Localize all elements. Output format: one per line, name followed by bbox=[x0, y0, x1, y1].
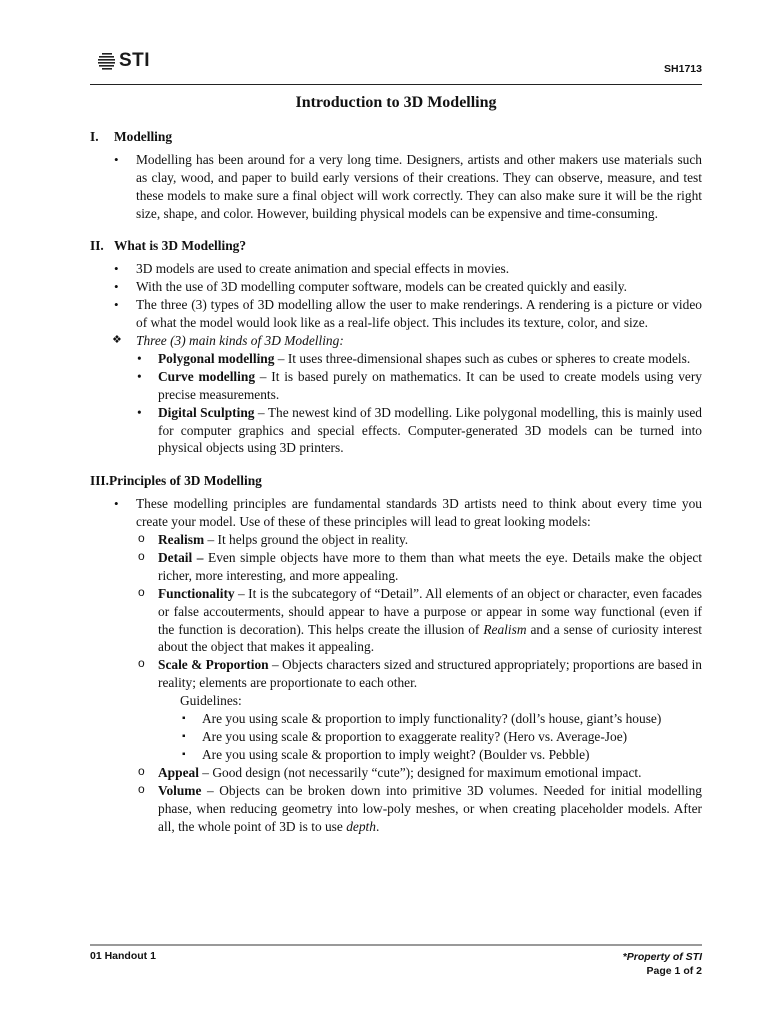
description: – It uses three-dimensional shapes such as cubes or spheres to create models. bbox=[274, 350, 691, 366]
list-item: • Modelling has been around for a very long time. Designers, artists and other makers use materials such as clay, wood, and paper to build early versions of their creations. They can observe, measure, and test these models to make sure a final object will work correctly. They can also make sure it will be the right size, shape, and color. However, building physical models can be expensive and time-consuming. bbox=[90, 151, 702, 223]
bullet-list bbox=[90, 495, 702, 835]
term: Digital Sculpting bbox=[158, 404, 255, 420]
section-number: I. bbox=[90, 128, 99, 144]
list-item bbox=[90, 404, 702, 458]
guidelines-list bbox=[158, 710, 702, 764]
term: Volume bbox=[158, 782, 202, 798]
term: Detail – bbox=[158, 549, 204, 565]
footer-right bbox=[623, 950, 702, 978]
list-item: ▪ Are you using scale & proportion to imply functionality? (doll’s house, giant’s house) bbox=[158, 710, 702, 728]
list-item bbox=[136, 764, 702, 782]
sti-logo bbox=[96, 50, 150, 72]
list-item: • With the use of 3D modelling computer software, models can be created quickly and easily. bbox=[90, 278, 702, 296]
list-item bbox=[136, 549, 702, 585]
kinds-label: Three (3) main kinds of 3D Modelling bbox=[136, 332, 340, 348]
description: – It helps ground the object in reality. bbox=[204, 532, 409, 548]
description: Even simple objects have more to them than what meets the eye. Details make the object richer, more interesting, and more appealing. bbox=[158, 549, 702, 583]
document-code: SH1713 bbox=[664, 63, 702, 75]
footer-property: *Property of STI bbox=[622, 951, 702, 963]
bullet-list bbox=[90, 151, 702, 223]
principles-intro: These modelling principles are fundamental standards 3D artists need to think about every time you create your model. Use of these of these principles will lead to great looking models: bbox=[136, 496, 702, 530]
description: – The newest kind of 3D modelling. Like polygonal modelling, this is mainly used for computer graphics and special effects. Computer-generated 3D models can be turned into physical objects using 3D printers. bbox=[158, 404, 702, 456]
section-title: What is 3D Modelling? bbox=[114, 238, 247, 254]
list-item: • The three (3) types of 3D modelling allow the user to make renderings. A rendering is a picture or video of what the model would look like as a real-life object. This includes its texture, color, and size. bbox=[90, 296, 702, 332]
list-item: • 3D models are used to create animation and special effects in movies. bbox=[90, 260, 702, 278]
bullet-list bbox=[90, 260, 702, 332]
emphasis: depth bbox=[346, 818, 376, 834]
list-item bbox=[90, 495, 702, 835]
description: – Good design (not necessarily “cute”); designed for maximum emotional impact. bbox=[198, 764, 642, 780]
guidelines-label: Guidelines: bbox=[180, 693, 242, 709]
kinds-list bbox=[90, 350, 702, 457]
description: – Objects can be broken down into primitive 3D volumes. Needed for initial modelling phase, when reducing geometry into low-poly meshes, or when creating placeholder models. After all, the whole point of 3D is to use bbox=[158, 782, 702, 834]
logo-text: STI bbox=[119, 50, 151, 71]
section-heading-modelling bbox=[90, 128, 702, 146]
description: – It is based purely on mathematics. It can be used to create models using very precise measurements. bbox=[158, 368, 702, 402]
term: Realism bbox=[158, 532, 205, 548]
description: – It is the subcategory of “Detail”. All elements of an object or character, even facades or false accouterments, should appear to have a purpose or appear in some way functional (even if the function is decoration). This helps create the illusion of bbox=[158, 585, 702, 637]
term: Scale & Proportion bbox=[158, 657, 269, 673]
section-number: II. bbox=[90, 238, 104, 254]
term: Curve modelling bbox=[158, 368, 256, 384]
globe-icon bbox=[96, 51, 118, 71]
section-heading-what-is-3d-modelling bbox=[90, 237, 702, 255]
list-item bbox=[136, 656, 702, 763]
emphasis: Realism bbox=[483, 621, 527, 637]
list-item bbox=[90, 350, 702, 368]
footer-divider bbox=[90, 944, 702, 946]
term: Appeal bbox=[158, 764, 199, 780]
document-body bbox=[90, 90, 702, 835]
page-title: Introduction to 3D Modelling bbox=[295, 94, 497, 111]
kinds-heading: ❖ Three (3) main kinds of 3D Modelling: bbox=[90, 332, 702, 350]
list-item bbox=[136, 782, 702, 836]
footer-page-number: Page 1 of 2 bbox=[646, 965, 702, 977]
description: – Objects characters sized and structured appropriately; proportions are based in reality; elements are proportionate to each other. bbox=[158, 657, 702, 691]
description: and a sense of curiosity interest about the object that makes it appealing. bbox=[158, 621, 702, 655]
section-number: III. bbox=[90, 473, 109, 489]
list-item: ▪ Are you using scale & proportion to exaggerate reality? (Hero vs. Average-Joe) bbox=[158, 728, 702, 746]
list-item bbox=[90, 368, 702, 404]
list-item: ▪ Are you using scale & proportion to imply weight? (Boulder vs. Pebble) bbox=[158, 746, 702, 764]
description: . bbox=[375, 818, 380, 834]
section-title: Modelling bbox=[114, 128, 173, 144]
list-item bbox=[136, 531, 702, 549]
page-header bbox=[90, 48, 702, 85]
term: Polygonal modelling bbox=[158, 350, 275, 366]
section-heading-principles bbox=[90, 472, 702, 490]
list-item bbox=[136, 585, 702, 657]
term: Functionality bbox=[158, 585, 235, 601]
section-title: Principles of 3D Modelling bbox=[108, 473, 262, 489]
principles-list bbox=[136, 531, 702, 835]
footer-handout-label: 01 Handout 1 bbox=[90, 950, 156, 962]
